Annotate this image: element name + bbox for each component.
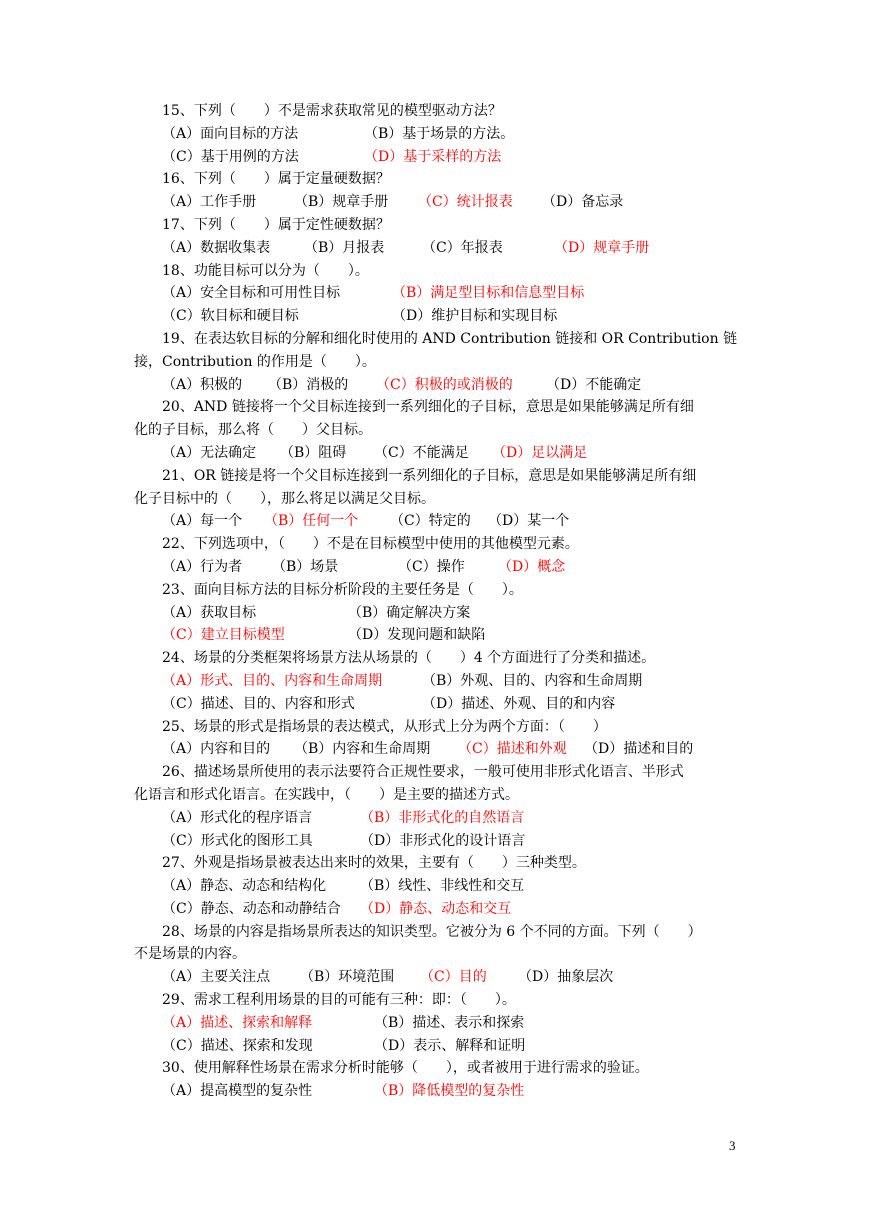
option-21a: （A）每一个 [162,513,243,530]
options-25 [134,738,739,761]
option-25a: （A）内容和目的 [162,741,271,758]
question-19-line2: 接，Contribution 的作用是（ ）。 [134,353,376,370]
options-18-row2 [134,305,739,328]
option-20c: （C）不能满足 [374,444,469,461]
options-30 [134,1080,739,1103]
options-20 [134,442,739,465]
question-27: 27、外观是指场景被表达出来时的效果，主要有（ ）三种类型。 [162,855,586,872]
question-19-line1: 19、在表达软目标的分解和细化时使用的 AND Contribution 链接和 OR Contribution 链 [162,330,738,347]
option-25d: （D）描述和目的 [584,741,694,758]
option-15a: （A）面向目标的方法 [162,125,299,142]
question-29: 29、需求工程利用场景的目的可能有三种：即：（ ）。 [162,992,516,1009]
option-22a: （A）行为者 [162,558,243,575]
options-23-row1 [134,602,739,625]
question-16: 16、下列（ ）属于定量硬数据？ [162,171,390,188]
option-22b: （B）场景 [272,558,339,575]
option-29c: （C）描述、探索和发现 [162,1037,313,1054]
option-15c: （C）基于用例的方法 [162,148,299,165]
option-26c: （C）形式化的图形工具 [162,832,313,849]
option-25c-answer: （C）描述和外观 [458,741,567,758]
question-21-line2: 化子目标中的（ ），那么将足以满足父目标。 [134,490,435,507]
question-20-line2: 化的子目标，那么将（ ）父目标。 [134,422,372,439]
options-27-row2 [134,898,739,921]
option-23a: （A）获取目标 [162,604,257,621]
option-28a: （A）主要关注点 [162,969,271,986]
option-29b: （B）描述、表示和探索 [374,1014,525,1031]
option-24b: （B）外观、目的、内容和生命周期 [422,672,643,689]
option-28d: （D）抽象层次 [518,969,614,986]
question-28-line1: 28、场景的内容是指场景所表达的知识类型。它被分为 6 个不同的方面。下列（ ） [162,923,702,940]
options-17 [134,237,739,260]
option-17b: （B）月报表 [304,239,385,256]
options-19 [134,374,739,397]
question-22: 22、下列选项中，（ ）不是在目标模型中使用的其他模型元素。 [162,536,579,553]
option-25b: （B）内容和生命周期 [294,741,431,758]
option-18d: （D）维护目标和实现目标 [392,308,558,325]
option-18c: （C）软目标和硬目标 [162,308,299,325]
options-15-row1 [134,123,739,146]
option-22c: （C）操作 [398,558,465,575]
question-18: 18、功能目标可以分为（ ）。 [162,262,369,279]
options-26-row1 [134,807,739,830]
option-17d-answer: （D）规章手册 [554,239,650,256]
option-30a: （A）提高模型的复杂性 [162,1083,313,1100]
option-24d: （D）描述、外观、目的和内容 [422,695,616,712]
option-20d-answer: （D）足以满足 [492,444,588,461]
question-26-line2: 化语言和形式化语言。在实践中，（ ）是主要的描述方式。 [134,786,519,803]
document-page [134,100,739,1103]
option-21d: （D）某一个 [488,513,570,530]
option-16b: （B）规章手册 [294,194,389,211]
option-20a: （A）无法确定 [162,444,257,461]
question-15: 15、下列（ ）不是需求获取常见的模型驱动方法？ [162,103,502,119]
option-17a: （A）数据收集表 [162,239,271,256]
option-30b-answer: （B）降低模型的复杂性 [374,1083,525,1100]
options-21 [134,510,739,533]
option-19d: （D）不能确定 [546,376,642,393]
option-27b: （B）线性、非线性和交互 [360,878,525,895]
options-23-row2 [134,624,739,647]
option-27a: （A）静态、动态和结构化 [162,878,327,895]
option-19b: （B）消极的 [268,376,349,393]
option-24c: （C）描述、目的、内容和形式 [162,695,355,712]
option-20b: （B）阻碍 [280,444,347,461]
option-19c-answer: （C）积极的或消极的 [376,376,513,393]
option-16d: （D）备忘录 [542,194,624,211]
page-number: 3 [729,1138,736,1153]
option-26a: （A）形式化的程序语言 [162,809,313,826]
options-29-row2 [134,1035,739,1058]
question-20-line1: 20、AND 链接将一个父目标连接到一系列细化的子目标，意思是如果能够满足所有细 [162,399,694,416]
option-16c-answer: （C）统计报表 [418,194,513,211]
option-23c-answer: （C）建立目标模型 [162,627,285,644]
options-27-row1 [134,875,739,898]
option-21b-answer: （B）任何一个 [264,513,359,530]
question-17: 17、下列（ ）属于定性硬数据？ [162,216,390,233]
option-15b: （B）基于场景的方法。 [364,125,515,142]
option-27d-answer: （D）静态、动态和交互 [360,900,512,917]
question-21-line1: 21、OR 链接是将一个父目标连接到一系列细化的子目标，意思是如果能够满足所有细 [162,467,697,484]
options-26-row2 [134,830,739,853]
option-26d: （D）非形式化的设计语言 [360,832,526,849]
question-30: 30、使用解释性场景在需求分析时能够（ ），或者被用于进行需求的验证。 [162,1060,649,1077]
question-24: 24、场景的分类框架将场景方法从场景的（ ）4 个方面进行了分类和描述。 [162,650,656,667]
options-22 [134,556,739,579]
option-16a: （A）工作手册 [162,194,257,211]
question-28-line2: 不是场景的内容。 [134,946,246,963]
options-16 [134,191,739,214]
question-26-line1: 26、描述场景所使用的表示法要符合正规性要求，一般可使用非形式化语言、半形式 [162,764,684,781]
option-24a-answer: （A）形式、目的、内容和生命周期 [162,672,383,689]
option-23d: （D）发现问题和缺陷 [348,627,486,644]
option-23b: （B）确定解决方案 [348,604,471,621]
option-17c: （C）年报表 [422,239,503,256]
options-29-row1 [134,1012,739,1035]
options-28 [134,966,739,989]
option-18b-answer: （B）满足型目标和信息型目标 [392,285,585,302]
option-15d-answer: （D）基于采样的方法 [364,148,502,165]
option-22d-answer: （D）概念 [498,558,566,575]
option-26b-answer: （B）非形式化的自然语言 [360,809,525,826]
question-23: 23、面向目标方法的目标分析阶段的主要任务是（ ）。 [162,581,523,598]
options-24-row1 [134,670,739,693]
option-29a-answer: （A）描述、探索和解释 [162,1014,313,1031]
option-28b: （B）环境范围 [300,969,395,986]
options-15-row2 [134,146,739,169]
option-21c: （C）特定的 [390,513,471,530]
option-28c-answer: （C）目的 [420,969,487,986]
options-24-row2 [134,693,739,716]
option-27c: （C）静态、动态和动静结合 [162,900,341,917]
question-25: 25、场景的形式是指场景的表达模式，从形式上分为两个方面：（ ） [162,718,607,735]
options-18-row1 [134,282,739,305]
option-18a: （A）安全目标和可用性目标 [162,285,341,302]
option-29d: （D）表示、解释和证明 [374,1037,526,1054]
option-19a: （A）积极的 [162,376,243,393]
